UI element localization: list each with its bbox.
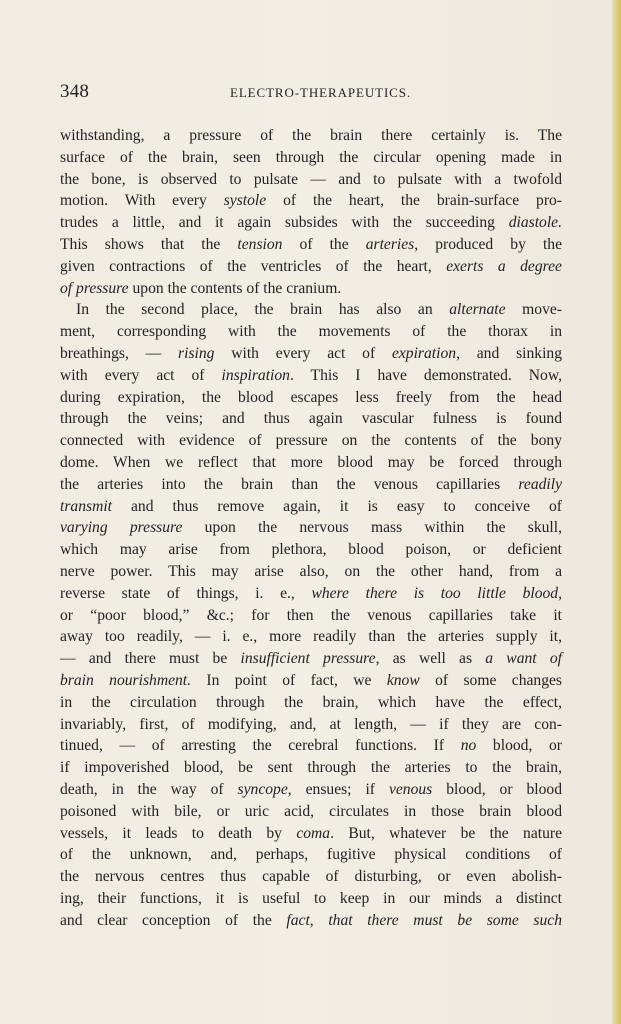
italic-run: expiration xyxy=(391,344,457,362)
text-line xyxy=(60,474,562,496)
text-line xyxy=(60,212,562,234)
text-run: , ensues; if xyxy=(287,780,389,798)
italic-run: coma xyxy=(296,824,331,842)
text-run: , xyxy=(309,911,329,929)
italic-run: readily xyxy=(518,475,562,493)
italic-run: of pressure xyxy=(60,279,129,297)
text-line xyxy=(60,299,562,321)
text-run: through the veins; and thus again vascular fulness is found xyxy=(60,410,562,428)
text-run: in the circulation through the brain, which have the effect, xyxy=(60,693,562,711)
italic-run: systole xyxy=(223,192,267,210)
italic-run: insufficient pressure xyxy=(240,650,376,668)
text-run: the bone, is observed to pulsate — and to pulsate with a twofold xyxy=(60,170,562,188)
text-run: invariably, first, of modifying, and, at length, — if they are con- xyxy=(60,715,562,733)
text-line xyxy=(60,321,562,343)
text-line xyxy=(60,757,562,779)
italic-run: varying pressure xyxy=(60,519,183,537)
text-run: death, in the way of xyxy=(60,780,238,798)
italic-run: rising xyxy=(178,344,215,362)
text-line xyxy=(60,823,562,845)
text-run: and thus remove again, it is easy to conceive of xyxy=(112,497,562,515)
text-run: ing, their functions, it is useful to keep in our minds a distinct xyxy=(60,889,562,907)
italic-run: venous xyxy=(388,780,433,798)
italic-run: brain nourishment. xyxy=(60,671,192,689)
text-run: during expiration, the blood escapes less freely from the head xyxy=(60,388,562,406)
text-line xyxy=(60,343,562,365)
text-run: nerve power. This may arise also, on the other hand, from a xyxy=(60,562,562,580)
text-run: motion. With every xyxy=(60,192,224,210)
text-run: with every act of xyxy=(60,366,222,384)
text-run: and clear conception of the xyxy=(60,911,287,929)
italic-run: fact xyxy=(286,911,310,929)
text-run: which may arise from plethora, blood poison, or deficient xyxy=(60,541,562,559)
italic-run: inspiration xyxy=(221,366,290,384)
italic-run: diastole. xyxy=(508,214,562,232)
text-run: poisoned with bile, or uric acid, circulates in those brain blood xyxy=(60,802,562,820)
text-run: tinued, — of arresting the cerebral functions. If xyxy=(60,737,461,755)
text-run: surface of the brain, seen through the circular opening made in xyxy=(60,148,562,166)
text-run: . This I have demonstrated. Now, xyxy=(289,366,562,384)
text-run: breathings, — xyxy=(60,344,179,362)
text-run: upon the nervous mass within the skull, xyxy=(182,519,562,537)
text-line xyxy=(60,866,562,888)
text-line xyxy=(60,452,562,474)
text-line xyxy=(60,125,562,147)
text-run: away too readily, — i. e., more readily than the arteries supply it, xyxy=(60,628,562,646)
text-run: reverse state of things, i. e., xyxy=(60,584,312,602)
italic-run: a want of xyxy=(485,650,562,668)
text-line xyxy=(60,735,562,757)
body-text xyxy=(60,125,562,931)
text-run: trudes a little, and it again subsides with the succeeding xyxy=(60,214,509,232)
text-line xyxy=(60,365,562,387)
text-run: ment, corresponding with the movements of the thorax in xyxy=(60,323,562,341)
text-run: blood, or blood xyxy=(432,780,563,798)
text-run: , and sinking xyxy=(456,344,562,362)
text-run: of the unknown, and, perhaps, fugitive physical conditions of xyxy=(60,846,562,864)
text-line xyxy=(60,387,562,409)
text-line xyxy=(60,234,562,256)
text-run: with every act of xyxy=(214,344,392,362)
italic-run: no xyxy=(460,737,477,755)
text-line xyxy=(60,605,562,627)
text-run: or “poor blood,” &c.; for then the venous capillaries take it xyxy=(60,606,562,624)
text-line xyxy=(60,539,562,561)
text-run: move- xyxy=(505,301,562,319)
text-run: — and there must be xyxy=(60,650,241,668)
italic-run: alternate xyxy=(449,301,506,319)
text-run: if impoverished blood, be sent through the arteries to the brain, xyxy=(60,759,562,777)
text-run: given contractions of the ventricles of the heart, xyxy=(60,257,447,275)
italic-run: where there is too little blood, xyxy=(311,584,562,602)
text-line xyxy=(60,169,562,191)
text-run: , produced by the xyxy=(414,235,562,253)
text-run: . But, whatever be the nature xyxy=(330,824,562,842)
text-line xyxy=(60,844,562,866)
text-line xyxy=(60,496,562,518)
text-run: dome. When we reflect that more blood may be forced through xyxy=(60,453,562,471)
italic-run: arteries xyxy=(365,235,415,253)
text-run: the nervous centres thus capable of disturbing, or even abolish- xyxy=(60,868,562,886)
text-line xyxy=(60,714,562,736)
text-run: vessels, it leads to death by xyxy=(60,824,297,842)
italic-run: transmit xyxy=(60,497,112,515)
text-line xyxy=(60,561,562,583)
text-line xyxy=(60,670,562,692)
italic-run: that there must be some such xyxy=(328,911,562,929)
text-run: connected with evidence of pressure on the contents of the bony xyxy=(60,432,562,450)
italic-run: know xyxy=(386,671,420,689)
text-line xyxy=(60,147,562,169)
text-line xyxy=(60,692,562,714)
text-line xyxy=(60,430,562,452)
text-run: , as well as xyxy=(375,650,486,668)
text-line xyxy=(60,910,562,932)
text-run: of the heart, the brain-surface pro- xyxy=(266,192,562,210)
text-run: of the xyxy=(282,235,366,253)
text-line xyxy=(60,779,562,801)
text-line xyxy=(60,801,562,823)
text-run: In point of fact, we xyxy=(191,671,387,689)
italic-run: exerts a degree xyxy=(446,257,562,275)
italic-run: syncope xyxy=(237,780,288,798)
text-run: the arteries into the brain than the venous capillaries xyxy=(60,475,519,493)
italic-run: tension xyxy=(237,235,283,253)
text-line xyxy=(60,256,562,278)
text-run: of some changes xyxy=(419,671,563,689)
text-line xyxy=(60,517,562,539)
text-run: blood, or xyxy=(476,737,562,755)
text-run: This shows that the xyxy=(60,235,238,253)
text-line xyxy=(60,648,562,670)
text-line xyxy=(60,888,562,910)
page-number: 348 xyxy=(60,81,90,102)
text-line xyxy=(60,626,562,648)
page-header xyxy=(60,81,560,105)
text-run: In the second place, the brain has also an xyxy=(76,301,450,319)
text-run: withstanding, a pressure of the brain there certainly is. The xyxy=(60,127,562,144)
text-line xyxy=(60,408,562,430)
running-head: ELECTRO-THERAPEUTICS. xyxy=(230,85,412,100)
text-line xyxy=(60,190,562,212)
text-line xyxy=(60,278,562,300)
page-edge xyxy=(612,0,621,1024)
text-run: upon the contents of the cranium. xyxy=(128,279,342,297)
text-line xyxy=(60,583,562,605)
